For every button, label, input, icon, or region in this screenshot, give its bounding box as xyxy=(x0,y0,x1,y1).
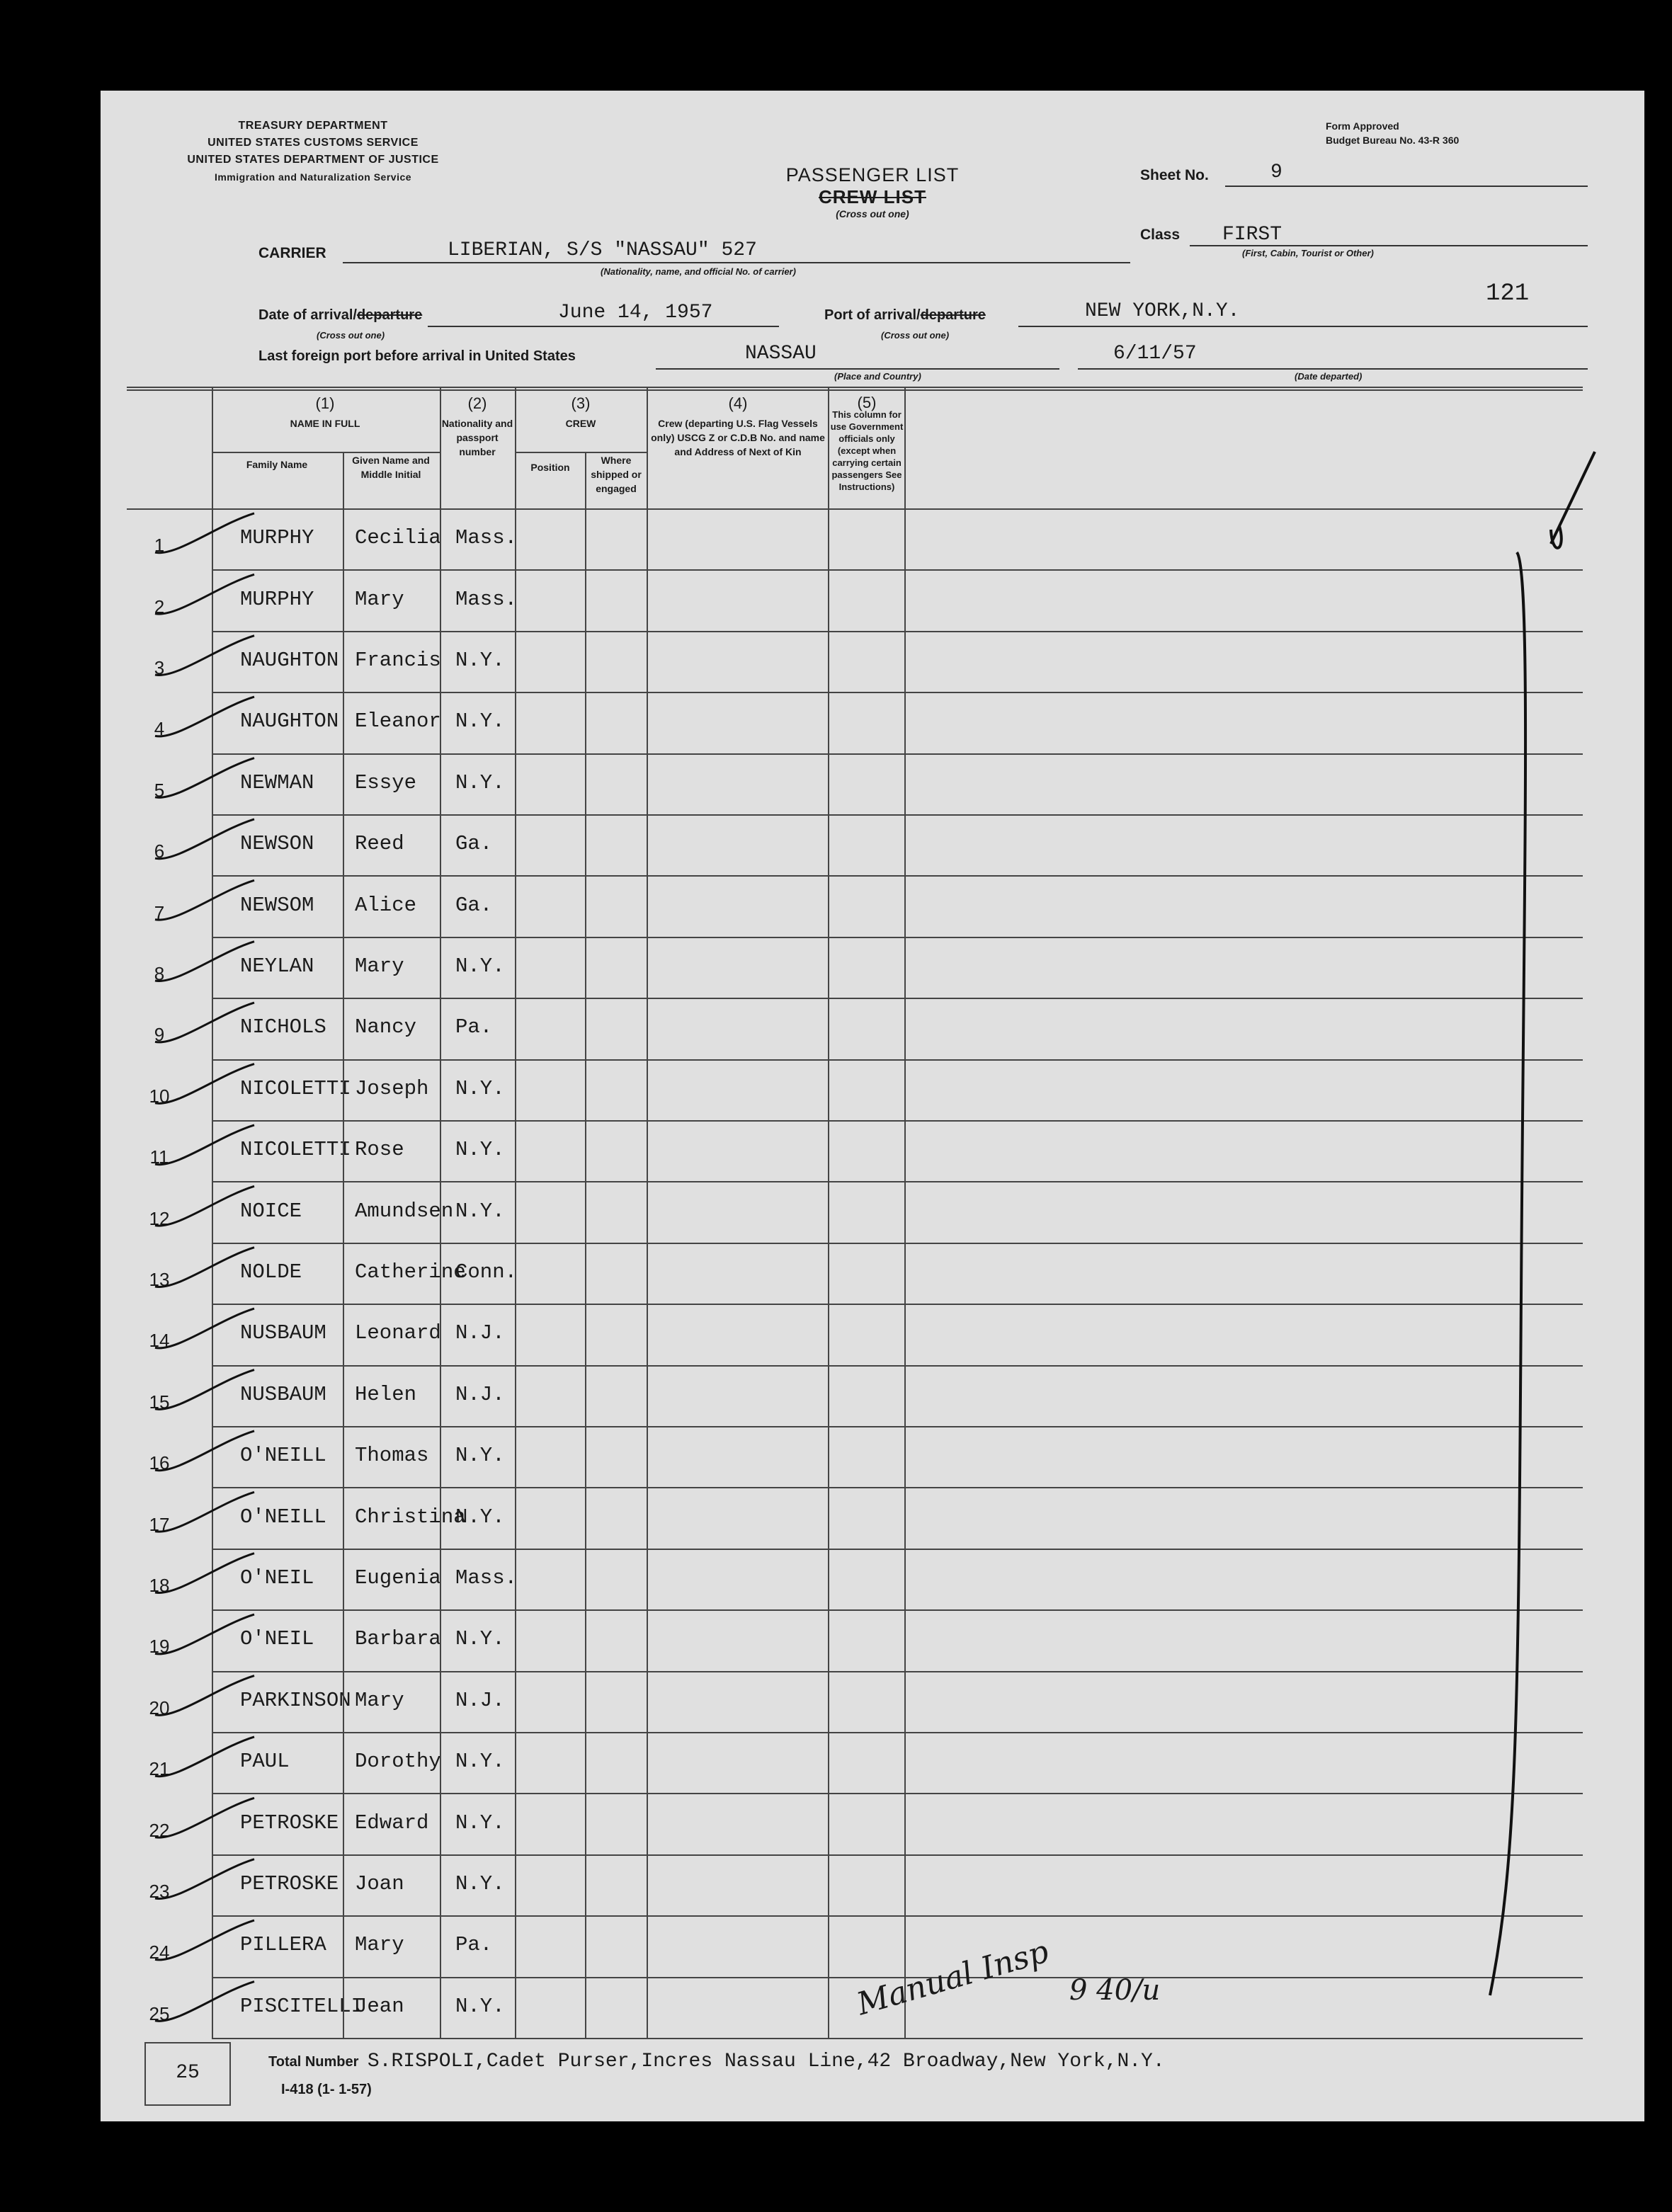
title-passenger-list: PASSENGER LIST xyxy=(785,164,960,186)
given-name: Amundsen xyxy=(355,1199,454,1223)
row-number: 15 xyxy=(149,1391,170,1413)
row-check-mark xyxy=(155,1186,254,1226)
nationality: Mass. xyxy=(455,1566,518,1590)
row-check-mark xyxy=(155,758,254,798)
given-name: Dorothy xyxy=(355,1750,441,1774)
row-check-mark xyxy=(155,1370,254,1410)
row-number: 19 xyxy=(149,1636,170,1658)
title-cross-out-caption: (Cross out one) xyxy=(836,208,909,220)
row-check-mark xyxy=(155,942,254,981)
nationality: N.Y. xyxy=(455,1811,505,1835)
total-value: 25 xyxy=(176,2062,200,2084)
agency-line: UNITED STATES DEPARTMENT OF JUSTICE xyxy=(187,154,439,166)
nationality: N.Y. xyxy=(455,1994,505,2018)
row-number: 3 xyxy=(154,657,165,678)
given-name: Eleanor xyxy=(355,709,441,734)
family-name: NOICE xyxy=(240,1199,302,1223)
row-check-mark xyxy=(155,636,254,675)
nationality: Pa. xyxy=(455,1015,493,1039)
row-check-mark xyxy=(155,1920,254,1960)
row-check-mark xyxy=(155,574,254,614)
row-check-mark xyxy=(155,1248,254,1287)
form-approved-text: Form Approved xyxy=(1326,120,1399,132)
given-name: Edward xyxy=(355,1811,429,1835)
row-number: 10 xyxy=(149,1085,170,1107)
row-number: 4 xyxy=(154,718,165,740)
given-name: Nancy xyxy=(355,1015,417,1039)
nationality: N.J. xyxy=(455,1382,505,1406)
given-name: Joan xyxy=(355,1872,404,1895)
given-name: Mary xyxy=(355,1933,404,1957)
class-label: Class xyxy=(1140,227,1181,243)
family-name: NEYLAN xyxy=(240,954,314,978)
row-number: 18 xyxy=(149,1575,170,1596)
given-name: Cecilia xyxy=(355,526,441,550)
row-check-mark xyxy=(155,1125,254,1165)
last-port-label: Last foreign port before arrival in United States xyxy=(258,348,576,364)
nationality: Ga. xyxy=(455,893,493,917)
handwritten-note: Manual Insp xyxy=(853,1933,1053,2023)
family-name: NEWMAN xyxy=(240,770,314,794)
given-name: Mary xyxy=(355,954,404,978)
row-number: 7 xyxy=(154,901,165,923)
col3a-header: Position xyxy=(530,462,570,473)
family-name: NICHOLS xyxy=(240,1015,326,1039)
row-check-mark xyxy=(155,880,254,920)
family-name: NOLDE xyxy=(240,1260,302,1284)
carrier-label: CARRIER xyxy=(258,245,326,261)
row-check-mark xyxy=(155,697,254,736)
agency-line: Immigration and Naturalization Service xyxy=(214,171,412,183)
nationality: N.Y. xyxy=(455,770,505,794)
nationality: N.Y. xyxy=(455,1444,505,1468)
date-label-struck: departure xyxy=(356,307,423,323)
row-check-mark xyxy=(155,1064,254,1104)
nationality: N.Y. xyxy=(455,709,505,734)
row-number: 24 xyxy=(149,1942,170,1963)
family-name: NEWSON xyxy=(240,832,314,856)
carrier-value: LIBERIAN, S/S "NASSAU" 527 xyxy=(448,239,757,261)
col5-number: (5) xyxy=(857,394,877,411)
nationality: N.Y. xyxy=(455,649,505,672)
row-number: 6 xyxy=(154,840,165,862)
nationality: N.Y. xyxy=(455,1138,505,1162)
family-name: PETROSKE xyxy=(240,1872,339,1895)
given-name: Jean xyxy=(355,1994,404,2018)
col1b-header: Given Name and Middle Initial xyxy=(352,455,430,480)
row-check-mark xyxy=(155,1982,254,2022)
row-number: 9 xyxy=(154,1024,165,1046)
row-check-mark xyxy=(155,513,254,553)
family-name: PAUL xyxy=(240,1750,290,1774)
given-name: Reed xyxy=(355,832,404,856)
date-caption: (Cross out one) xyxy=(317,330,385,341)
port-label-struck: departure xyxy=(920,307,986,323)
col5-title: This column for use Government officials only (except when carrying certain passengers See Instructions) xyxy=(830,409,904,492)
col3-title: CREW xyxy=(565,418,596,429)
family-name: NUSBAUM xyxy=(240,1321,326,1345)
given-name: Mary xyxy=(355,1688,404,1712)
family-name: O'NEILL xyxy=(240,1505,326,1529)
nationality: N.Y. xyxy=(455,1505,505,1529)
given-name: Eugenia xyxy=(355,1566,441,1590)
date-value: June 14, 1957 xyxy=(558,302,713,324)
row-check-mark xyxy=(155,1492,254,1532)
column5-tally-line xyxy=(1490,552,1525,1995)
last-port-caption: (Place and Country) xyxy=(834,371,921,382)
port-label: Port of arrival/departure xyxy=(824,307,986,323)
budget-bureau-text: Budget Bureau No. 43-R 360 xyxy=(1326,135,1460,146)
given-name: Joseph xyxy=(355,1076,429,1100)
col4-title: Crew (departing U.S. Flag Vessels only) USCG Z or C.D.B No. and name and Address of Next of Kin xyxy=(651,418,825,457)
nationality: N.Y. xyxy=(455,1750,505,1774)
given-name: Helen xyxy=(355,1382,417,1406)
family-name: NAUGHTON xyxy=(240,709,339,734)
last-port-value: NASSAU xyxy=(745,343,817,365)
col2-number: (2) xyxy=(467,394,487,412)
given-name: Thomas xyxy=(355,1444,429,1468)
row-number: 22 xyxy=(149,1819,170,1841)
page-number: 121 xyxy=(1486,280,1530,307)
row-number: 21 xyxy=(149,1758,170,1780)
nationality: N.Y. xyxy=(455,1199,505,1223)
handwritten-ink-marks xyxy=(101,91,1644,2121)
class-value: FIRST xyxy=(1222,224,1283,246)
date-label-text: Date of arrival xyxy=(258,307,353,323)
row-number: 2 xyxy=(154,595,165,617)
nationality: Mass. xyxy=(455,587,518,611)
family-name: MURPHY xyxy=(240,526,314,550)
row-number: 11 xyxy=(149,1146,169,1168)
family-name: NICOLETTI xyxy=(240,1138,351,1162)
row-number: 16 xyxy=(149,1452,170,1474)
class-caption: (First, Cabin, Tourist or Other) xyxy=(1242,248,1374,258)
sheet-value: 9 xyxy=(1270,161,1283,183)
col3b-header: Where shipped or engaged xyxy=(591,455,642,494)
row-check-mark xyxy=(155,1859,254,1899)
row-number: 17 xyxy=(149,1513,170,1535)
form-number: I-418 (1- 1-57) xyxy=(281,2082,372,2097)
family-name: PETROSKE xyxy=(240,1811,339,1835)
date-label: Date of arrival/departure xyxy=(258,307,423,323)
row-number: 14 xyxy=(149,1330,170,1352)
family-name: PARKINSON xyxy=(240,1688,351,1712)
row-check-mark xyxy=(155,1798,254,1837)
row-number: 20 xyxy=(149,1697,170,1718)
given-name: Leonard xyxy=(355,1321,441,1345)
family-name: NUSBAUM xyxy=(240,1382,326,1406)
nationality: N.Y. xyxy=(455,1627,505,1651)
row-check-mark xyxy=(155,1676,254,1716)
row-number: 12 xyxy=(149,1207,170,1229)
family-name: O'NEIL xyxy=(240,1627,314,1651)
family-name: NICOLETTI xyxy=(240,1076,351,1100)
row-check-mark xyxy=(155,1614,254,1654)
row-check-mark xyxy=(155,1309,254,1348)
row-check-mark xyxy=(155,1431,254,1471)
total-label: Total Number xyxy=(268,2054,359,2070)
row-check-mark xyxy=(155,1553,254,1593)
family-name: O'NEILL xyxy=(240,1444,326,1468)
nationality: N.Y. xyxy=(455,1076,505,1100)
given-name: Essye xyxy=(355,770,417,794)
family-name: O'NEIL xyxy=(240,1566,314,1590)
passenger-list-form xyxy=(101,91,1644,2121)
column5-check-icon xyxy=(1551,452,1595,548)
nationality: N.Y. xyxy=(455,954,505,978)
purser-line: S.RISPOLI,Cadet Purser,Incres Nassau Line,42 Broadway,New York,N.Y. xyxy=(367,2051,1165,2073)
col3-number: (3) xyxy=(571,394,591,412)
family-name: PISCITELLI xyxy=(240,1994,364,2018)
col2-title: Nationality and passport number xyxy=(441,418,513,457)
col1-number: (1) xyxy=(315,394,335,412)
nationality: Conn. xyxy=(455,1260,518,1284)
row-check-mark xyxy=(155,819,254,859)
given-name: Barbara xyxy=(355,1627,441,1651)
nationality: Pa. xyxy=(455,1933,493,1957)
given-name: Francis xyxy=(355,649,441,672)
nationality: N.J. xyxy=(455,1321,505,1345)
handwritten-fraction: 9 40/u xyxy=(1069,1974,1161,2007)
nationality: N.J. xyxy=(455,1688,505,1712)
nationality: Mass. xyxy=(455,526,518,550)
family-name: PILLERA xyxy=(240,1933,326,1957)
port-label-text: Port of arrival xyxy=(824,307,917,323)
date-departed-caption: (Date departed) xyxy=(1295,371,1363,382)
given-name: Catherine xyxy=(355,1260,466,1284)
family-name: MURPHY xyxy=(240,587,314,611)
row-check-mark xyxy=(155,1737,254,1777)
row-number: 23 xyxy=(149,1881,170,1902)
col1a-header: Family Name xyxy=(246,459,308,470)
agency-line: TREASURY DEPARTMENT xyxy=(238,120,388,132)
row-number: 13 xyxy=(149,1269,170,1290)
port-caption: (Cross out one) xyxy=(881,330,950,341)
row-number: 5 xyxy=(154,779,165,801)
nationality: Ga. xyxy=(455,832,493,856)
row-number: 8 xyxy=(154,963,165,984)
family-name: NAUGHTON xyxy=(240,649,339,672)
title-crew-list-struck: CREW LIST xyxy=(819,186,926,207)
given-name: Mary xyxy=(355,587,404,611)
carrier-caption: (Nationality, name, and official No. of carrier) xyxy=(601,266,796,277)
given-name: Rose xyxy=(355,1138,404,1162)
given-name: Christina xyxy=(355,1505,466,1529)
port-value: NEW YORK,N.Y. xyxy=(1085,300,1240,322)
col1-title: NAME IN FULL xyxy=(290,418,360,429)
row-number: 1 xyxy=(154,535,165,557)
given-name: Alice xyxy=(355,893,417,917)
date-departed-value: 6/11/57 xyxy=(1113,343,1197,365)
family-name: NEWSOM xyxy=(240,893,314,917)
row-check-mark xyxy=(155,1003,254,1042)
row-number: 25 xyxy=(149,2002,170,2024)
nationality: N.Y. xyxy=(455,1872,505,1895)
sheet-label: Sheet No. xyxy=(1140,167,1209,183)
col4-number: (4) xyxy=(728,394,748,412)
agency-line: UNITED STATES CUSTOMS SERVICE xyxy=(207,137,419,149)
